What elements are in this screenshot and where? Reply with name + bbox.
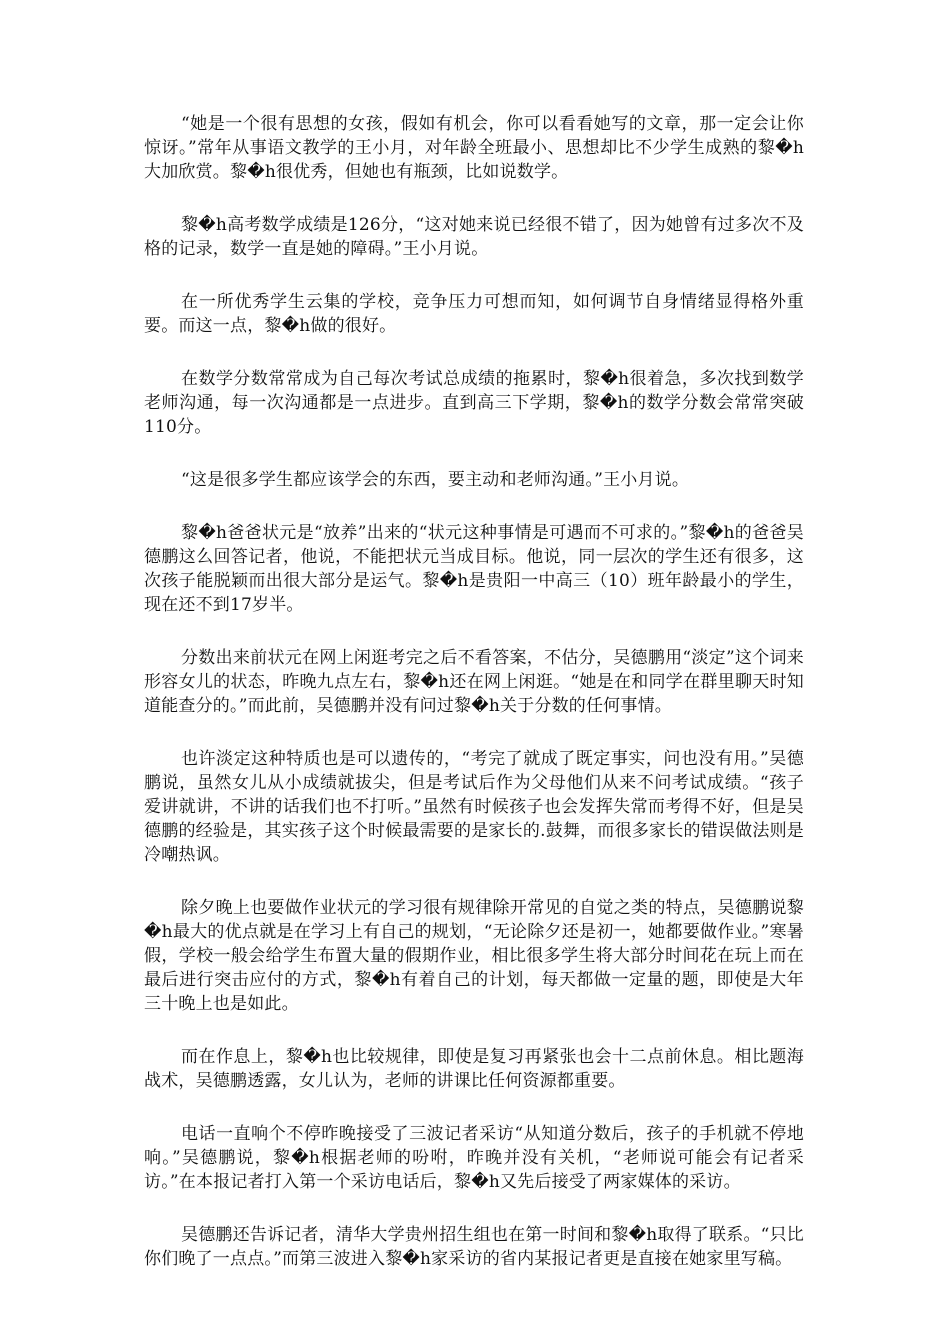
paragraph-8: 也许淡定这种特质也是可以遗传的，“考完了就成了既定事实，问也没有用。”吴德鹏说，虽然女儿从小成绩就拔尖，但是考试后作为父母他们从来不问考试成绩。“孩子爱讲就讲，不讲的话我们也不打听。”虽然有时候孩子也会发挥失常而考得不好，但是吴德鹏的经验是，其实孩子这个时候最需要的是家长的.鼓舞，而很多家长的错误做法则是冷嘲热讽。 (144, 749, 804, 865)
paragraph-1: “她是一个很有思想的女孩，假如有机会，你可以看看她写的文章，那一定会让你惊讶。”常年从事语文教学的王小月，对年龄全班最小、思想却比不少学生成熟的黎�h大加欣赏。黎�h很优秀，但她也有瓶颈，比如说数学。 (144, 114, 804, 182)
paragraph-6: 黎�h爸爸状元是“放养”出来的“状元这种事情是可遇而不可求的。”黎�h的爸爸吴德鹏这么回答记者，他说，不能把状元当成目标。他说，同一层次的学生还有很多，这次孩子能脱颖而出很大部分是运气。黎�h是贵阳一中高三（10）班年龄最小的学生，现在还不到17岁半。 (144, 523, 804, 615)
paragraph-12: 吴德鹏还告诉记者，清华大学贵州招生组也在第一时间和黎�h取得了联系。“只比你们晚了一点点。”而第三波进入黎�h家采访的省内某报记者更是直接在她家里写稿。 (144, 1225, 804, 1269)
article-body (144, 112, 804, 1300)
paragraph-10: 而在作息上，黎�h也比较规律，即使是复习再紧张也会十二点前休息。相比题海战术，吴德鹏透露，女儿认为，老师的讲课比任何资源都重要。 (144, 1047, 804, 1091)
paragraph-9: 除夕晚上也要做作业状元的学习很有规律除开常见的自觉之类的特点，吴德鹏说黎�h最大的优点就是在学习上有自己的规划，“无论除夕还是初一，她都要做作业。”寒暑假，学校一般会给学生布置大量的假期作业，相比很多学生将大部分时间花在玩上而在最后进行突击应付的方式，黎�h有着自己的计划，每天都做一定量的题，即使是大年三十晚上也是如此。 (144, 898, 804, 1014)
paragraph-11: 电话一直响个不停昨晚接受了三波记者采访“从知道分数后，孩子的手机就不停地响。”吴德鹏说，黎�h根据老师的吩咐，昨晚并没有关机，“老师说可能会有记者采访。”在本报记者打入第一个采访电话后，黎�h又先后接受了两家媒体的采访。 (144, 1124, 804, 1192)
paragraph-5: “这是很多学生都应该学会的东西，要主动和老师沟通。”王小月说。 (181, 470, 690, 490)
paragraph-3: 在一所优秀学生云集的学校，竞争压力可想而知，如何调节自身情绪显得格外重要。而这一点，黎�h做的很好。 (144, 292, 804, 336)
paragraph-4: 在数学分数常常成为自己每次考试总成绩的拖累时，黎�h很着急，多次找到数学老师沟通，每一次沟通都是一点进步。直到高三下学期，黎�h的数学分数会常常突破110分。 (144, 369, 804, 437)
paragraph-7: 分数出来前状元在网上闲逛考完之后不看答案，不估分，吴德鹏用“淡定”这个词来形容女儿的状态，昨晚九点左右，黎�h还在网上闲逛。“她是在和同学在群里聊天时知道能查分的。”而此前，吴德鹏并没有问过黎�h关于分数的任何事情。 (144, 648, 804, 716)
paragraph-2: 黎�h高考数学成绩是126分，“这对她来说已经很不错了，因为她曾有过多次不及格的记录，数学一直是她的障碍。”王小月说。 (144, 215, 804, 259)
